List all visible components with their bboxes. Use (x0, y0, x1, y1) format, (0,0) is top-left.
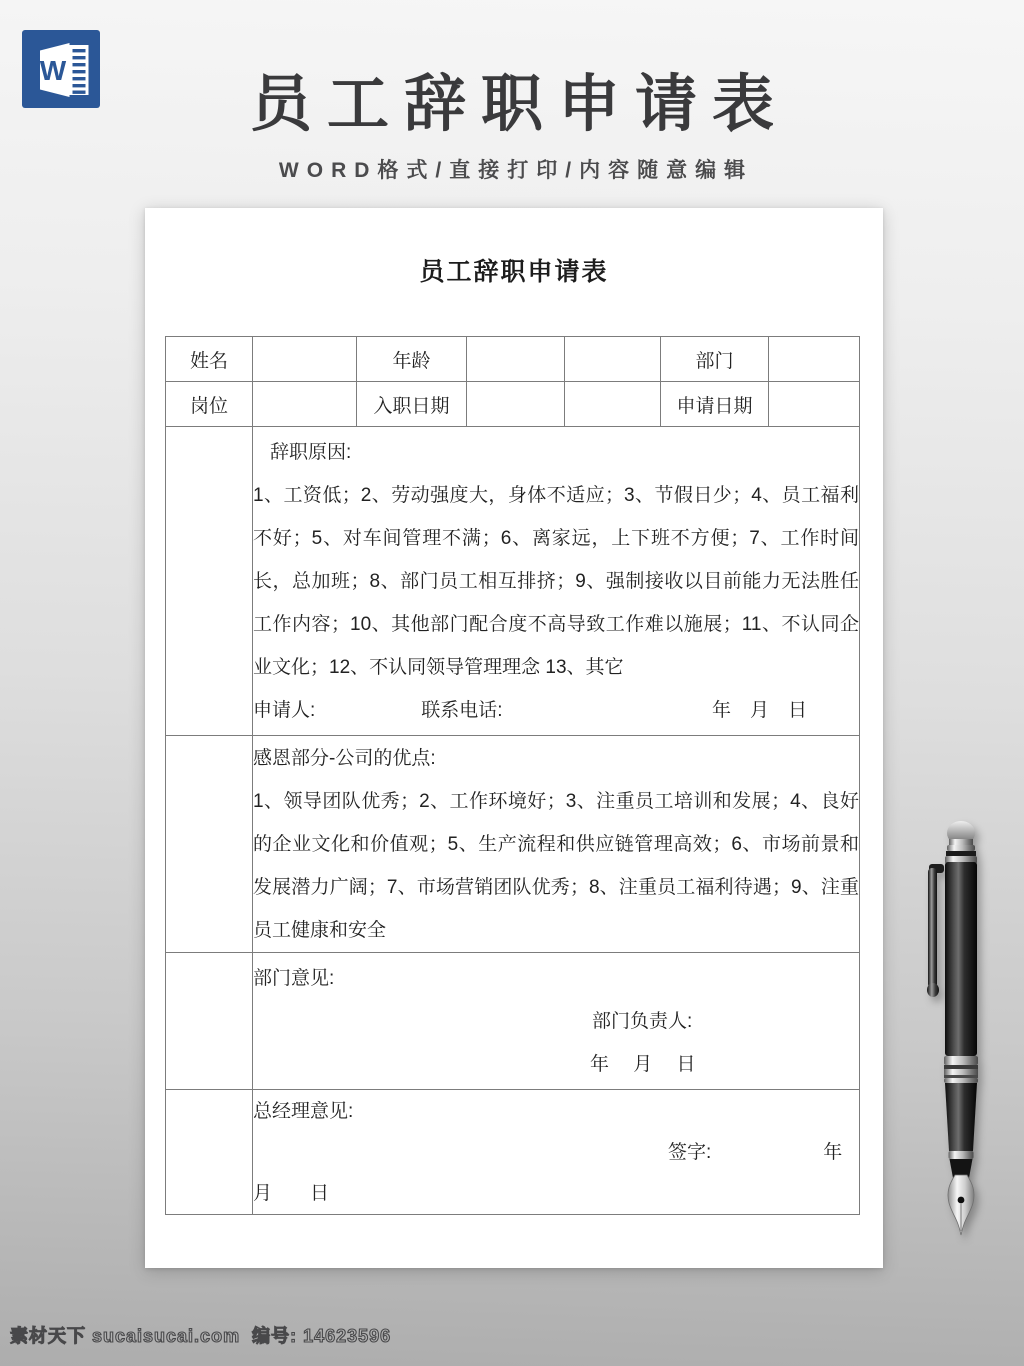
gratitude-row (166, 736, 860, 953)
date-blanks: 年 月 日 (711, 699, 807, 721)
gm-opinion-cell (253, 1090, 860, 1215)
resign-reason-cell (253, 427, 860, 736)
stub-cell (166, 1090, 253, 1215)
gm-month-day-blanks: 月 日 (253, 1182, 330, 1204)
gratitude-body: 1、领导团队优秀；2、工作环境好；3、注重员工培训和发展；4、良好的企业文化和价值观；5、生产流程和供应链管理高效；6、市场前景和发展潜力广阔；7、市场营销团队优秀；8、注重员工福利待遇；9、注重员工健康和安全 (253, 790, 859, 941)
department-label-cell: 部门 (661, 337, 769, 382)
pen-lower-barrel (945, 1083, 977, 1151)
dept-opinion-heading: 部门意见: (253, 967, 335, 989)
hire-date-label-cell: 入职日期 (357, 382, 467, 427)
watermark-site: 素材天下 sucaisucai.com (10, 1326, 241, 1346)
info-row-1 (166, 337, 860, 382)
gratitude-heading: 感恩部分-公司的优点: (253, 747, 436, 769)
banner-title: 员工辞职申请表 (249, 70, 789, 139)
department-value-cell (769, 337, 860, 382)
hire-date-value-cell (467, 382, 565, 427)
document-title: 员工辞职申请表 (419, 258, 609, 286)
spacer-cell (565, 337, 661, 382)
gm-year-label: 年 (823, 1141, 843, 1163)
pen-center-band (944, 1056, 978, 1083)
pen-nib-ring (949, 1151, 974, 1159)
word-icon-letter: W (39, 55, 67, 86)
gratitude-cell (253, 736, 860, 953)
position-label-cell: 岗位 (166, 382, 253, 427)
gm-opinion-heading: 总经理意见: (253, 1100, 354, 1122)
gm-sign-label: 签字: (668, 1141, 712, 1163)
apply-date-value-cell (769, 382, 860, 427)
resignation-form-table (165, 336, 860, 1215)
apply-date-label-cell: 申请日期 (661, 382, 769, 427)
pen-clip (927, 864, 944, 997)
document-page (145, 208, 883, 1268)
gm-opinion-row (166, 1090, 860, 1215)
watermark (10, 1322, 391, 1348)
applicant-sign-line (253, 689, 859, 732)
info-row-2 (166, 382, 860, 427)
dept-manager-label: 部门负责人: (592, 1010, 693, 1032)
resign-reason-body: 1、工资低；2、劳动强度大，身体不适应；3、节假日少；4、员工福利不好；5、对车间管理不满；6、离家远，上下班不方便；7、工作时间长，总加班；8、部门员工相互排挤；9、强制接收以目前能力无法胜任工作内容；10、其他部门配合度不高导致工作难以施展；11、不认同企业文化；12、不认同领导管理理念 13、其它 (253, 484, 859, 678)
phone-label: 联系电话: (421, 699, 503, 721)
spacer-cell (565, 382, 661, 427)
dept-opinion-cell (253, 953, 860, 1090)
pen-nib (948, 1175, 974, 1235)
gm-sign-line (253, 1132, 859, 1173)
name-value-cell (253, 337, 357, 382)
age-value-cell (467, 337, 565, 382)
name-label-cell: 姓名 (166, 337, 253, 382)
pen-barrel (945, 862, 977, 1056)
stub-cell (166, 953, 253, 1090)
stub-cell (166, 736, 253, 953)
resign-reason-heading: 辞职原因: (270, 441, 352, 463)
stub-cell (166, 427, 253, 736)
dept-date-blanks: 年 月 日 (590, 1053, 696, 1075)
age-label-cell: 年龄 (357, 337, 467, 382)
pen-image (916, 818, 980, 1242)
pen-cap (945, 821, 977, 864)
banner-subtitle: WORD格式/直接打印/内容随意编辑 (278, 159, 754, 182)
resign-reason-row (166, 427, 860, 736)
position-value-cell (253, 382, 357, 427)
dept-opinion-row (166, 953, 860, 1090)
watermark-id: 编号: 14623596 (252, 1326, 392, 1346)
applicant-label: 申请人: (253, 699, 316, 721)
